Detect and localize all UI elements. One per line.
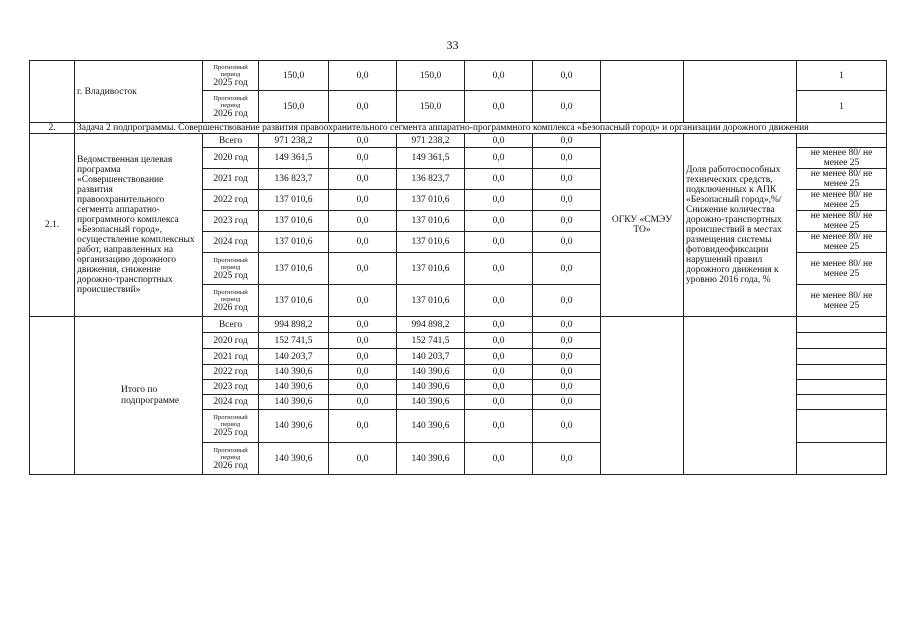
value-cell: 140 390,6 [397, 395, 465, 410]
program-name: Ведомственная целевая программа «Совершенствование развития правоохранительного сегмента аппаратно-программного комплекса «Безопасный город», осуществление комплексных работ, направленных на организацию дорожного движения, снижение дорожно-транспортных происшествий» [75, 134, 203, 317]
year-label: 2026 год [213, 302, 248, 313]
value-cell: 0,0 [533, 285, 601, 317]
value-cell: 0,0 [533, 317, 601, 333]
total-cell: 140 203,7 [259, 349, 329, 365]
period-cell: 2023 год [203, 380, 259, 395]
value-cell: 0,0 [465, 410, 533, 443]
value-cell: 0,0 [329, 148, 397, 169]
value-cell: 0,0 [533, 349, 601, 365]
table-row [30, 317, 887, 333]
value-cell: 0,0 [533, 61, 601, 91]
period-cell: 2024 год [203, 395, 259, 410]
value-cell: 0,0 [533, 148, 601, 169]
total-cell: 136 823,7 [259, 169, 329, 190]
value-cell: 0,0 [329, 253, 397, 285]
value-cell: 140 390,6 [397, 365, 465, 380]
total-cell: 137 010,6 [259, 232, 329, 253]
total-cell: 137 010,6 [259, 285, 329, 317]
page-number: 33 [446, 38, 459, 52]
value-cell: 0,0 [533, 365, 601, 380]
value-cell: 0,0 [533, 169, 601, 190]
forecast-label: Прогнозный период [213, 414, 248, 428]
value-cell: 137 010,6 [397, 211, 465, 232]
value-cell: 137 010,6 [397, 190, 465, 211]
target-cell: не менее 80/ не менее 25 [797, 169, 887, 190]
value-cell: 0,0 [329, 211, 397, 232]
executor-cell: ОГКУ «СМЭУ ТО» [601, 134, 684, 317]
value-cell: 0,0 [465, 349, 533, 365]
target-cell: не менее 80/ не менее 25 [797, 285, 887, 317]
value-cell: 0,0 [329, 365, 397, 380]
value-cell: 137 010,6 [397, 232, 465, 253]
value-cell: 136 823,7 [397, 169, 465, 190]
period-cell [203, 253, 259, 285]
period-cell: 2022 год [203, 365, 259, 380]
period-cell [203, 61, 259, 91]
value-cell: 0,0 [329, 232, 397, 253]
value-cell: 0,0 [465, 443, 533, 475]
value-cell: 140 203,7 [397, 349, 465, 365]
forecast-label: Прогнозный период [213, 256, 248, 271]
period-cell: Всего [203, 134, 259, 148]
value-cell: 0,0 [533, 395, 601, 410]
value-cell: 971 238,2 [397, 134, 465, 148]
target-cell [797, 443, 887, 475]
task-row [30, 123, 887, 134]
value-cell: 0,0 [329, 169, 397, 190]
value-cell: 0,0 [533, 380, 601, 395]
total-cell: 971 238,2 [259, 134, 329, 148]
target-cell: не менее 80/ не менее 25 [797, 148, 887, 169]
total-cell: 140 390,6 [259, 410, 329, 443]
budget-table [29, 60, 887, 475]
total-cell: 140 390,6 [259, 365, 329, 380]
period-cell [203, 443, 259, 475]
value-cell: 0,0 [329, 443, 397, 475]
target-cell [797, 410, 887, 443]
year-label: 2025 год [213, 270, 248, 281]
target-cell [797, 317, 887, 333]
value-cell: 0,0 [465, 61, 533, 91]
value-cell: 0,0 [465, 211, 533, 232]
period-cell: Всего [203, 317, 259, 333]
entity-name: г. Владивосток [75, 61, 203, 123]
total-cell: 152 741,5 [259, 333, 329, 349]
value-cell: 0,0 [465, 190, 533, 211]
target-cell [797, 380, 887, 395]
executor-cell [601, 317, 684, 475]
item-number: 2.1. [30, 134, 75, 317]
value-cell: 0,0 [533, 410, 601, 443]
value-cell: 0,0 [465, 365, 533, 380]
row-number-cell [30, 317, 75, 475]
total-cell: 150,0 [259, 91, 329, 123]
forecast-label: Прогнозный период [213, 94, 248, 109]
target-cell [797, 395, 887, 410]
indicator-cell [684, 61, 797, 123]
value-cell: 152 741,5 [397, 333, 465, 349]
total-cell: 150,0 [259, 61, 329, 91]
value-cell: 0,0 [533, 91, 601, 123]
period-cell: 2021 год [203, 169, 259, 190]
period-cell [203, 91, 259, 123]
value-cell: 0,0 [465, 232, 533, 253]
target-cell [797, 134, 887, 148]
row-number-cell [30, 61, 75, 123]
total-cell: 140 390,6 [259, 395, 329, 410]
period-cell: 2020 год [203, 333, 259, 349]
year-label: 2025 год [213, 77, 248, 88]
value-cell: 0,0 [329, 349, 397, 365]
value-cell: 0,0 [465, 253, 533, 285]
target-cell [797, 365, 887, 380]
value-cell: 0,0 [465, 317, 533, 333]
executor-cell [601, 61, 684, 123]
forecast-label: Прогнозный период [213, 288, 248, 303]
forecast-label: Прогнозный период [213, 63, 248, 78]
value-cell: 0,0 [465, 333, 533, 349]
value-cell: 0,0 [329, 285, 397, 317]
value-cell: 0,0 [329, 395, 397, 410]
total-cell: 140 390,6 [259, 443, 329, 475]
value-cell: 150,0 [397, 61, 465, 91]
value-cell: 994 898,2 [397, 317, 465, 333]
value-cell: 140 390,6 [397, 380, 465, 395]
value-cell: 0,0 [533, 333, 601, 349]
value-cell: 0,0 [329, 380, 397, 395]
value-cell: 150,0 [397, 91, 465, 123]
value-cell: 0,0 [465, 134, 533, 148]
period-cell: 2020 год [203, 148, 259, 169]
value-cell: 0,0 [465, 148, 533, 169]
value-cell: 0,0 [329, 333, 397, 349]
target-cell [797, 349, 887, 365]
total-label: Итого по подпрограмме [75, 317, 203, 475]
target-cell: 1 [797, 61, 887, 91]
value-cell: 0,0 [533, 253, 601, 285]
period-cell: 2022 год [203, 190, 259, 211]
value-cell: 0,0 [329, 134, 397, 148]
target-cell: не менее 80/ не менее 25 [797, 232, 887, 253]
value-cell: 0,0 [465, 91, 533, 123]
forecast-label: Прогнозный период [213, 446, 248, 461]
value-cell: 137 010,6 [397, 285, 465, 317]
year-label: 2025 год [213, 428, 248, 438]
table-row [30, 61, 887, 91]
period-cell: 2021 год [203, 349, 259, 365]
value-cell: 140 390,6 [397, 443, 465, 475]
target-cell [797, 333, 887, 349]
value-cell: 137 010,6 [397, 253, 465, 285]
value-cell: 0,0 [465, 285, 533, 317]
total-cell: 137 010,6 [259, 190, 329, 211]
value-cell: 0,0 [329, 91, 397, 123]
indicator-cell [684, 317, 797, 475]
total-cell: 137 010,6 [259, 211, 329, 232]
value-cell: 149 361,5 [397, 148, 465, 169]
value-cell: 0,0 [329, 61, 397, 91]
year-label: 2026 год [213, 108, 248, 119]
value-cell: 140 390,6 [397, 410, 465, 443]
indicator-cell: Доля работоспособных технических средств, подключенных к АПК «Безопасный город»,%/ Снижение количества дорожно-транспортных происшествий в местах размещения системы фотовидеофиксации нарушений правил дорожного движения к уровню 2016 года, % [684, 134, 797, 317]
target-cell: не менее 80/ не менее 25 [797, 190, 887, 211]
value-cell: 0,0 [329, 190, 397, 211]
value-cell: 0,0 [533, 443, 601, 475]
target-cell: не менее 80/ не менее 25 [797, 253, 887, 285]
total-cell: 994 898,2 [259, 317, 329, 333]
period-cell: 2023 год [203, 211, 259, 232]
value-cell: 0,0 [329, 317, 397, 333]
value-cell: 0,0 [465, 395, 533, 410]
task-title: Задача 2 подпрограммы. Совершенствование развития правоохранительного сегмента аппаратно-программного комплекса «Безопасный город» и организации дорожного движения [75, 123, 887, 134]
value-cell: 0,0 [465, 169, 533, 190]
period-cell: 2024 год [203, 232, 259, 253]
total-cell: 140 390,6 [259, 380, 329, 395]
year-label: 2026 год [213, 460, 248, 471]
total-cell: 137 010,6 [259, 253, 329, 285]
period-cell [203, 410, 259, 443]
value-cell: 0,0 [465, 380, 533, 395]
task-number: 2. [30, 123, 75, 134]
value-cell: 0,0 [533, 134, 601, 148]
total-cell: 149 361,5 [259, 148, 329, 169]
period-cell [203, 285, 259, 317]
value-cell: 0,0 [533, 211, 601, 232]
target-cell: 1 [797, 91, 887, 123]
target-cell: не менее 80/ не менее 25 [797, 211, 887, 232]
table-row [30, 134, 887, 148]
value-cell: 0,0 [533, 232, 601, 253]
value-cell: 0,0 [533, 190, 601, 211]
value-cell: 0,0 [329, 410, 397, 443]
